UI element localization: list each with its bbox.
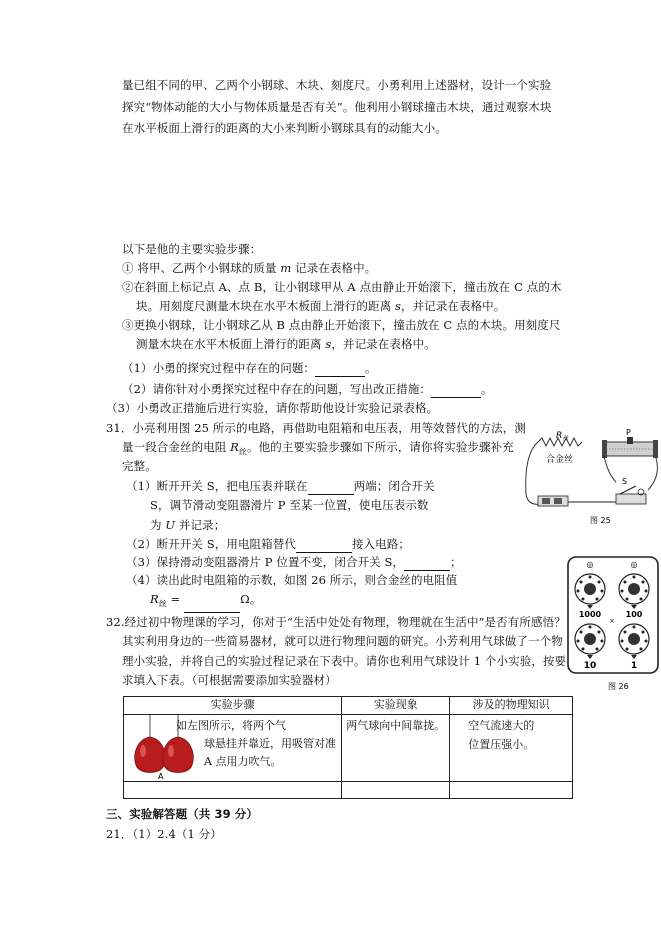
step-text-1: 如左图所示，将两个气 — [176, 719, 286, 732]
q31-part-3: （3）保持滑动变阻器滑片 P 位置不变，闭合开关 S， ； — [126, 555, 462, 569]
header-steps: 实验步骤 — [124, 697, 342, 715]
step-2-line-1: ②在斜面上标记点 A、点 B，让小钢球甲从 A 点由静止开始滚下，撞击放在 C 点的木 — [122, 280, 562, 294]
table-row-empty — [124, 782, 573, 799]
multiplier-mark: × — [609, 617, 615, 625]
fig26-caption: 图 26 — [608, 682, 629, 691]
q31-part-1b: S，调节滑动变阻器滑片 P 至某一位置，使电压表示数 — [150, 498, 429, 512]
fig25-caption: 图 25 — [590, 516, 611, 525]
terminal-right: ◎ — [630, 560, 638, 569]
subq-1: （1）小勇的探究过程中存在的问题： 。 — [122, 361, 377, 375]
step-text-3: A 点用力吹气。 — [204, 755, 282, 768]
cell-knowledge: 空气流速大的 位置压强小。 — [450, 715, 573, 782]
figure-25-circuit — [516, 424, 661, 532]
answer-section-title: 三、实验解答题（共 39 分） — [106, 807, 259, 821]
q32-line-1: 32.经过初中物理课的学习，你对于“生活中处处有物理，物理就在生活中”是否有所感悟？ — [106, 615, 566, 629]
answer-blank-5[interactable] — [404, 558, 450, 571]
balloon-left — [135, 737, 165, 773]
q32-line-4: 求填入下表。（可根据需要添加实验器材） — [122, 673, 337, 687]
intro-line-1: 量已组不同的甲、乙两个小钢球、木块、刻度尺。小勇利用上述器材，设计一个实验 — [122, 78, 552, 92]
dial-label-1000: 1000 — [578, 610, 602, 619]
dial-label-100: 100 — [625, 610, 643, 619]
q31-part-1a: （1）断开开关 S，把电压表并联在 两端；闭合开关 — [126, 479, 435, 493]
answer-blank-1[interactable] — [315, 364, 365, 377]
table-header-row — [124, 697, 573, 715]
q31-part-2: （2）断开开关 S，用电阻箱替代 接入电路； — [126, 537, 410, 551]
experiment-table — [123, 696, 573, 799]
answer-21: 21．（1）2.4（1 分） — [106, 827, 222, 841]
battery-cell-2 — [554, 498, 562, 504]
figure-26-resistance-box — [566, 555, 660, 695]
dial-label-10: 10 — [583, 661, 597, 671]
q31-line-2: 量一段合金丝的电阻 $R_丝$。他的主要实验步骤如下所示，请你将实验步骤补充 — [122, 440, 514, 457]
answer-blank-6[interactable] — [184, 600, 240, 613]
steps-title: 以下是他的主要实验步骤： — [122, 242, 262, 256]
step-text-2: 球悬挂并靠近，用吸管对准 — [204, 737, 336, 750]
q32-line-2: 其实利用身边的一些简易器材，就可以进行物理问题的研究。小芳利用气球做了一个物 — [122, 634, 563, 648]
header-knowledge: 涉及的物理知识 — [450, 697, 573, 715]
fig25-p-label: P — [626, 428, 631, 437]
empty-cell-knowledge[interactable] — [450, 782, 573, 799]
q32-line-3: 理小实验，并将自己的实验过程记录在下表中。请你也利用气球设计 1 个小实验，按要 — [122, 654, 567, 668]
balloon-right — [163, 737, 193, 773]
wire-right-drop — [604, 456, 616, 482]
rheostat-end-left — [602, 440, 607, 458]
wire-left — [526, 442, 540, 504]
answer-blank-2[interactable] — [431, 385, 481, 398]
fig25-s-label: S — [622, 477, 628, 486]
slider-p — [627, 437, 633, 444]
empty-cell-phenomenon[interactable] — [342, 782, 450, 799]
switch-lever — [620, 486, 636, 494]
q31-line-3: 完整。 — [122, 459, 157, 473]
terminal-left: ◎ — [586, 560, 594, 569]
cell-steps — [124, 715, 342, 782]
subq-2: （2）请你针对小勇探究过程中存在的问题，写出改正措施： 。 — [122, 382, 493, 396]
fig25-r-label: $R_丝$ — [556, 431, 569, 442]
step-3-line-2: 测量木块在水平木板面上滑行的距离 s，并记录在表格中。 — [136, 337, 436, 351]
rheostat-end-right — [653, 440, 658, 458]
step-1: ① 将甲、乙两个小钢球的质量 m 记录在表格中。 — [122, 261, 377, 275]
wire-far-right — [648, 458, 657, 490]
answer-blank-3[interactable] — [308, 482, 354, 495]
fig25-wire-label: 合金丝 — [546, 455, 574, 465]
table-row — [124, 715, 573, 782]
subq-3: （3）小勇改正措施后进行实验，请你帮助他设计实验记录表格。 — [106, 401, 439, 415]
q31-part-4b: $R_丝 = \Omega$。 — [150, 590, 261, 613]
dial-label-1: 1 — [630, 661, 638, 671]
battery-cell-1 — [542, 498, 550, 504]
step-3-line-1: ③更换小钢球，让小钢球乙从 B 点由静止开始滚下，撞击放在 C 点的木块。用刻度尺 — [122, 318, 561, 332]
header-phenomenon: 实验现象 — [342, 697, 450, 715]
empty-cell-steps[interactable] — [124, 782, 342, 799]
q31-part-1c: 为 U 并记录； — [150, 518, 226, 532]
intro-line-2: 探究“物体动能的大小与物体质量是否有关”。他利用小钢球撞击木块，通过观察木块 — [122, 100, 552, 114]
intro-line-3: 在水平板面上滑行的距离的大小来判断小钢球具有的动能大小。 — [122, 121, 447, 135]
step-2-line-2: 块。用刻度尺测量木块在水平木板面上滑行的距离 s，并记录在表格中。 — [136, 299, 506, 313]
q31-part-4: （4）读出此时电阻箱的示数，如图 26 所示，则合金丝的电阻值 — [126, 573, 458, 587]
q31-line-1: 31．小亮利用图 25 所示的电路，再借助电阻箱和电压表，用等效替代的方法，测 — [106, 421, 526, 435]
cell-phenomenon: 两气球向中间靠拢。 — [342, 715, 450, 782]
answer-blank-4[interactable] — [296, 540, 352, 553]
balloon-point-a-label: A — [158, 772, 164, 781]
switch-base — [616, 494, 646, 504]
